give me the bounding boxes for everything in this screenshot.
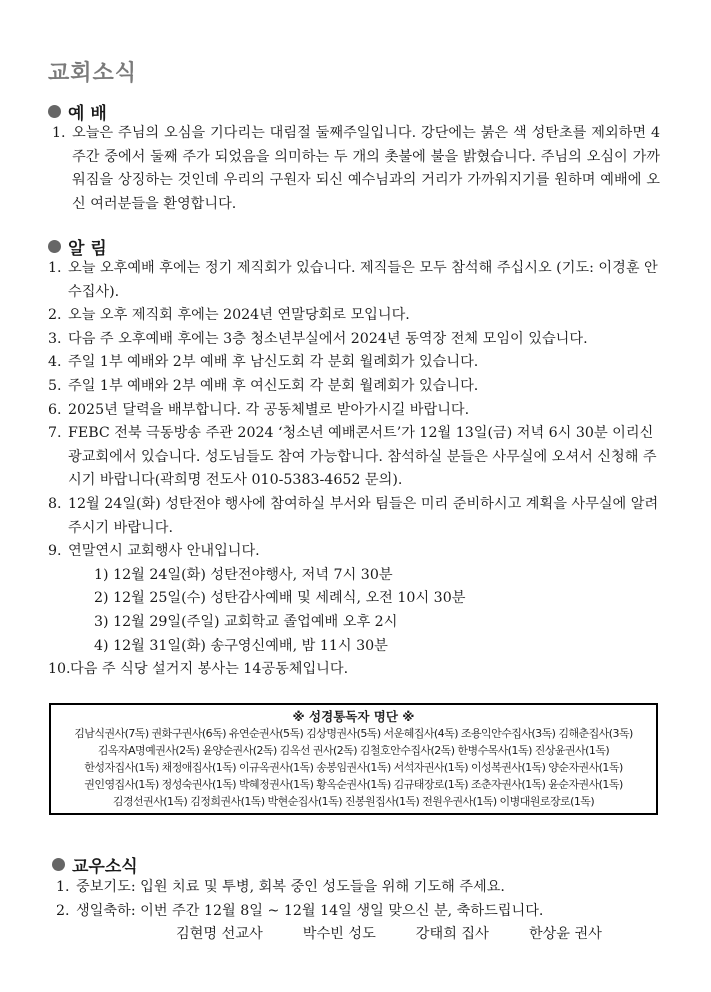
bible-reading-line: 권인영집사(1독) 정성숙권사(1독) 박혜정권사(1독) 황옥순권사(1독) 김규태장로(1독) 조춘자권사(1독) 윤순자권사(1독) [84,778,623,791]
list-item [48,351,660,375]
list-item [56,900,666,924]
birthday-name: 박수빈 성도 [302,926,376,943]
notices-heading-label: 알 림 [68,239,107,259]
item-number: 9. [48,543,62,560]
item-number: 8. [48,495,62,512]
item-number: 1. [56,879,70,895]
item-text: 다음 주 오후예배 후에는 3층 청소년부실에서 2024년 동역장 전체 모임이 있습니다. [68,330,588,347]
item-text: 오늘 오후 제직회 후에는 2024년 연말당회로 모입니다. [68,307,410,324]
item-number: 2. [48,307,62,324]
list-item [52,122,660,216]
worship-heading-label: 예 배 [68,104,107,124]
bullet-icon [52,858,65,871]
birthday-names-row [56,923,666,947]
list-item [48,304,660,328]
item-text: 12월 24일(화) 성탄전야 행사에 참여하실 부서와 팀들은 미리 준비하시고 계획을 사무실에 알려주시기 바랍니다. [68,495,659,536]
bible-reading-line: 한성자집사(1독) 채정애집사(1독) 이규옥권사(1독) 송봉임권사(1독) 서석자권사(1독) 이성복권사(1독) 양순자권사(1독) [84,761,623,774]
item-number: 4. [48,354,62,371]
bible-reading-title: ※ 성경통독자 명단 ※ [292,709,415,724]
bible-reading-box [49,703,658,815]
item-text: 다음 주 식당 설거지 봉사는 14공동체입니다. [70,661,349,678]
item-number: 10. [48,661,71,678]
schedule-item: 2) 12월 25일(수) 성탄감사예배 및 세례식, 오전 10시 30분 [94,590,466,607]
item-text: 중보기도: 입원 치료 및 투병, 회복 중인 성도들을 위해 기도해 주세요. [76,879,505,895]
list-item [48,422,660,493]
item-text: 주일 1부 예배와 2부 예배 후 남신도회 각 분회 월례회가 있습니다. [68,354,479,371]
item-number: 6. [48,401,62,418]
bullet-icon [48,240,61,253]
bible-reading-line: 김남식권사(7독) 권화구권사(6독) 유연순권사(5독) 김상명권사(5독) 서운혜집사(4독) 조용익안수집사(3독) 김해춘집사(3독) [74,727,633,740]
item-text: 2025년 달력을 배부합니다. 각 공동체별로 받아가시길 바랍니다. [68,401,470,418]
item-text: 생일축하: 이번 주간 12월 8일 ~ 12월 14일 생일 맞으신 분, 축하드립니다. [76,902,544,919]
worship-list [52,122,660,216]
page-title: 교회소식 [48,60,138,86]
bullet-icon [48,105,61,118]
members-news-heading-label: 교우소식 [72,857,138,877]
item-number: 3. [48,330,62,347]
members-news-list [56,876,666,947]
list-item [48,257,660,304]
bible-reading-line: 김옥자A명예권사(2독) 윤양순권사(2독) 김옥선 권사(2독) 김철호안수집사(2독) 한병수목사(1독) 진상윤권사(1독) [97,744,610,757]
members-news-heading [52,852,138,877]
item-number: 5. [48,377,62,394]
item-number: 2. [56,902,70,919]
item-number: 1. [52,125,66,141]
birthday-name: 한상윤 권사 [528,926,602,943]
list-item [48,493,660,540]
worship-heading [48,99,107,124]
item-text: 오늘은 주님의 오심을 기다리는 대림절 둘째주일입니다. 강단에는 붉은 색 성탄초를 제외하면 4주간 중에서 둘째 주가 되었음을 의미하는 두 개의 촛불에 불을 밝혔습니다. 주님의 오심이 가까워짐을 상징하는 것인데 우리의 구원자 되신 예수님과의 거리가 가까워지기를 원하며 예배에 오신 여러분들을 환영합니다. [72,125,660,212]
birthday-name: 강태희 집사 [415,926,489,943]
schedule-item: 3) 12월 29일(주일) 교회학교 졸업예배 오후 2시 [94,613,398,630]
list-item [48,399,660,423]
item-text: 주일 1부 예배와 2부 예배 후 여신도회 각 분회 월례회가 있습니다. [68,377,479,394]
birthday-name: 김현명 선교사 [176,926,263,943]
list-item [48,328,660,352]
list-item [48,658,660,682]
item-text: FEBC 전북 극동방송 주관 2024 ‘청소년 예배콘서트’가 12월 13일(금) 저녁 6시 30분 이리신광교회에서 있습니다. 성도님들도 참여 가능합니다. 참석하실 분들은 사무실에 오셔서 신청해 주시기 바랍니다(곽희명 전도사 010-5383-4652 문의). [68,425,657,489]
item-text: 연말연시 교회행사 안내입니다. [68,543,260,560]
item-number: 7. [48,425,62,442]
list-item [48,540,660,658]
schedule-list [68,564,660,658]
item-number: 1. [48,260,62,276]
list-item [56,876,666,900]
schedule-item: 1) 12월 24일(화) 성탄전야행사, 저녁 7시 30분 [94,566,393,583]
list-item [48,375,660,399]
notices-list [48,257,660,682]
bible-reading-line: 김경선권사(1독) 김정희권사(1독) 박현순집사(1독) 진봉원집사(1독) 전원우권사(1독) 이병대원로장로(1독) [112,795,595,808]
notices-heading [48,234,107,259]
item-text: 오늘 오후예배 후에는 정기 제직회가 있습니다. 제직들은 모두 참석해 주십시오 (기도: 이경훈 안수집사). [68,260,658,300]
schedule-item: 4) 12월 31일(화) 송구영신예배, 밤 11시 30분 [94,637,388,654]
